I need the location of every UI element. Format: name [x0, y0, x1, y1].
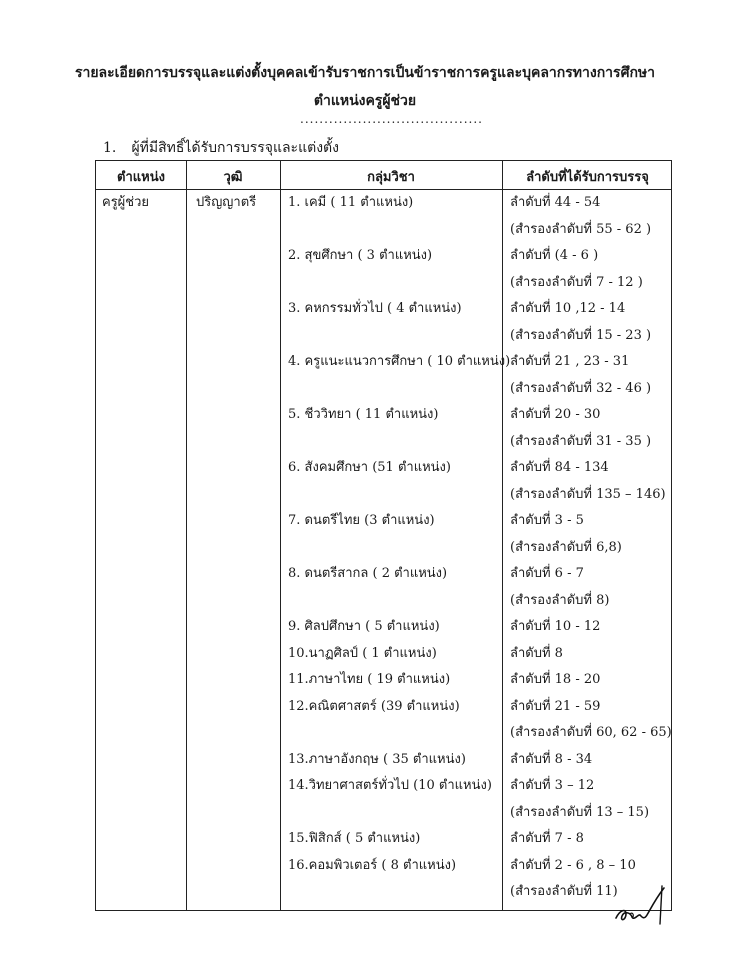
column-divider	[186, 161, 187, 910]
subject-cell: 8. ดนตรีสากล ( 2 ตำแหน่ง)	[288, 566, 448, 581]
appointment-table	[95, 160, 672, 911]
subject-cell: 12.คณิตศาสตร์ (39 ตำแหน่ง)	[288, 698, 460, 714]
reserve-cell: (สำรองลำดับที่ 32 - 46 )	[510, 380, 652, 396]
rank-cell: ลำดับที่ 6 - 7	[510, 566, 584, 581]
document-subtitle: ตำแหน่งครูผู้ช่วย	[313, 93, 417, 109]
reserve-cell: (สำรองลำดับที่ 8)	[510, 592, 610, 608]
column-header-qualification: วุฒิ	[223, 170, 243, 185]
rank-cell: ลำดับที่ 2 - 6 , 8 – 10	[510, 857, 636, 873]
rank-cell: ลำดับที่ 84 - 134	[510, 460, 609, 475]
rank-cell: ลำดับที่ 10 - 12	[510, 619, 601, 634]
rank-cell: ลำดับที่ 10 ,12 - 14	[510, 301, 626, 316]
reserve-cell: (สำรองลำดับที่ 6,8)	[510, 539, 622, 555]
subject-cell: 4. ครูแนะแนวการศึกษา ( 10 ตำแหน่ง)	[288, 354, 511, 369]
section-label: ผู้ที่มีสิทธิ์ได้รับการบรรจุและแต่งตั้ง	[131, 140, 339, 156]
subject-cell: 16.คอมพิวเตอร์ ( 8 ตำแหน่ง)	[288, 857, 457, 873]
rank-cell: ลำดับที่ 44 - 54	[510, 195, 601, 210]
rank-cell: ลำดับที่ 3 - 5	[510, 513, 584, 528]
reserve-cell: (สำรองลำดับที่ 7 - 12 )	[510, 274, 643, 290]
reserve-cell: (สำรองลำดับที่ 31 - 35 )	[510, 433, 652, 449]
column-divider	[502, 161, 503, 910]
subject-cell: 6. สังคมศึกษา (51 ตำแหน่ง)	[288, 460, 451, 475]
subject-cell: 5. ชีววิทยา ( 11 ตำแหน่ง)	[288, 407, 439, 422]
rank-cell: ลำดับที่ 3 – 12	[510, 778, 595, 793]
column-header-subject: กลุ่มวิชา	[367, 170, 415, 185]
reserve-cell: (สำรองลำดับที่ 15 - 23 )	[510, 327, 652, 343]
rank-cell: ลำดับที่ 18 - 20	[510, 672, 601, 687]
rank-cell: ลำดับที่ 8	[510, 645, 563, 661]
header-divider	[96, 189, 671, 190]
subject-cell: 9. ศิลปศึกษา ( 5 ตำแหน่ง)	[288, 619, 440, 634]
qualification-value: ปริญญาตรี	[196, 195, 257, 210]
section-number: 1.	[103, 140, 117, 156]
reserve-cell: (สำรองลำดับที่ 55 - 62 )	[510, 221, 652, 237]
subject-cell: 11.ภาษาไทย ( 19 ตำแหน่ง)	[288, 672, 451, 687]
section-heading	[103, 137, 339, 159]
rank-cell: ลำดับที่ 8 - 34	[510, 751, 593, 767]
reserve-cell: (สำรองลำดับที่ 135 – 146)	[510, 486, 666, 502]
subject-cell: 10.นาฏศิลป์ ( 1 ตำแหน่ง)	[288, 645, 437, 661]
reserve-cell: (สำรองลำดับที่ 11)	[510, 884, 618, 899]
rank-cell: ลำดับที่ 21 - 59	[510, 698, 601, 714]
subject-cell: 15.ฟิสิกส์ ( 5 ตำแหน่ง)	[288, 831, 421, 846]
signature-icon	[612, 884, 674, 928]
position-value: ครูผู้ช่วย	[102, 195, 150, 210]
subject-cell: 7. ดนตรีไทย (3 ตำแหน่ง)	[288, 513, 435, 528]
rank-cell: ลำดับที่ 21 , 23 - 31	[510, 354, 630, 369]
rank-cell: ลำดับที่ (4 - 6 )	[510, 248, 599, 263]
rank-cell: ลำดับที่ 20 - 30	[510, 407, 601, 422]
reserve-cell: (สำรองลำดับที่ 60, 62 - 65)	[510, 725, 672, 740]
subject-cell: 13.ภาษาอังกฤษ ( 35 ตำแหน่ง)	[288, 751, 466, 767]
subject-cell: 2. สุขศึกษา ( 3 ตำแหน่ง)	[288, 248, 433, 263]
subject-cell: 3. คหกรรมทั่วไป ( 4 ตำแหน่ง)	[288, 301, 462, 316]
column-header-position: ตำแหน่ง	[117, 170, 165, 185]
subject-cell: 1. เคมี ( 11 ตำแหน่ง)	[288, 195, 414, 210]
subject-cell: 14.วิทยาศาสตร์ทั่วไป (10 ตำแหน่ง)	[288, 778, 492, 793]
dotted-separator: ......................................	[300, 112, 483, 126]
column-header-rank: ลำดับที่ได้รับการบรรจุ	[526, 170, 649, 185]
rank-cell: ลำดับที่ 7 - 8	[510, 831, 584, 846]
document-title: รายละเอียดการบรรจุและแต่งตั้งบุคคลเข้ารับราชการเป็นข้าราชการครูและบุคลากรทางการศึกษา	[74, 65, 656, 81]
reserve-cell: (สำรองลำดับที่ 13 – 15)	[510, 804, 650, 820]
column-divider	[280, 161, 281, 910]
